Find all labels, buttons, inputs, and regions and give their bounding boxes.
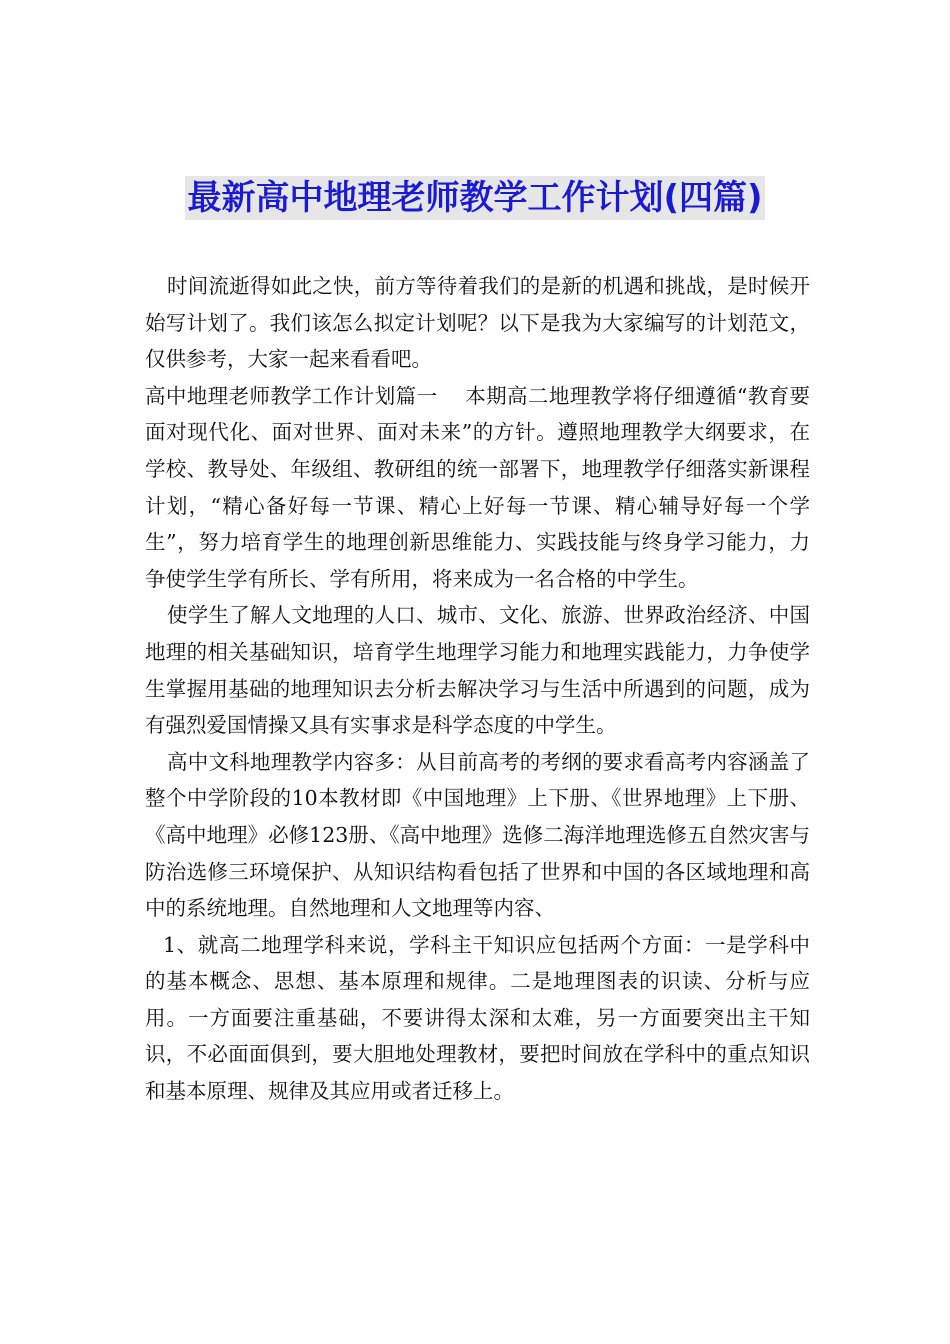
paragraph-goals: 使学生了解人文地理的人口、城市、文化、旅游、世界政治经济、中国地理的相关基础知识，培育学生地理学习能力和地理实践能力，力争使学生掌握用基础的地理知识去分析去解决学习与生活中所遇到的问题，成为有强烈爱国情操又具有实事求是科学态度的中学生。 xyxy=(145,603,810,738)
paragraph-intro: 时间流逝得如此之快，前方等待着我们的是新的机遇和挑战，是时候开始写计划了。我们该怎么拟定计划呢？以下是我为大家编写的计划范文，仅供参考，大家一起来看看吧。 xyxy=(145,274,810,372)
title-container xyxy=(0,176,950,220)
paragraph-plan-one: 高中地理老师教学工作计划篇一 本期高二地理教学将仔细遵循“教育要面对现代化、面对世界、面对未来”的方针。遵照地理教学大纲要求，在学校、教导处、年级组、教研组的统一部署下，地理教学仔细落实新课程计划，“精心备好每一节课、精心上好每一节课、精心辅导好每一个学生”，努力培育学生的地理创新思维能力、实践技能与终身学习能力，力争使学生学有所长、学有所用，将来成为一名合格的中学生。 xyxy=(145,383,810,591)
paragraph-point-one: 1、就高二地理学科来说，学科主干知识应包括两个方面：一是学科中的基本概念、思想、基本原理和规律。二是地理图表的识读、分析与应用。一方面要注重基础，不要讲得太深和太难，另一方面要突出主干知识，不必面面俱到，要大胆地处理教材，要把时间放在学科中的重点知识和基本原理、规律及其应用或者迁移上。 xyxy=(145,932,810,1104)
document-body xyxy=(145,268,810,1110)
paragraph-content: 高中文科地理教学内容多：从目前高考的考纲的要求看高考内容涵盖了整个中学阶段的10本教材即《中国地理》上下册、《世界地理》上下册、《高中地理》必修123册、《高中地理》选修二海洋地理选修五自然灾害与防治选修三环境保护、从知识结构看包括了世界和中国的各区域地理和高中的系统地理。自然地理和人文地理等内容、 xyxy=(145,749,810,921)
document-title: 最新高中地理老师教学工作计划(四篇) xyxy=(187,178,763,218)
